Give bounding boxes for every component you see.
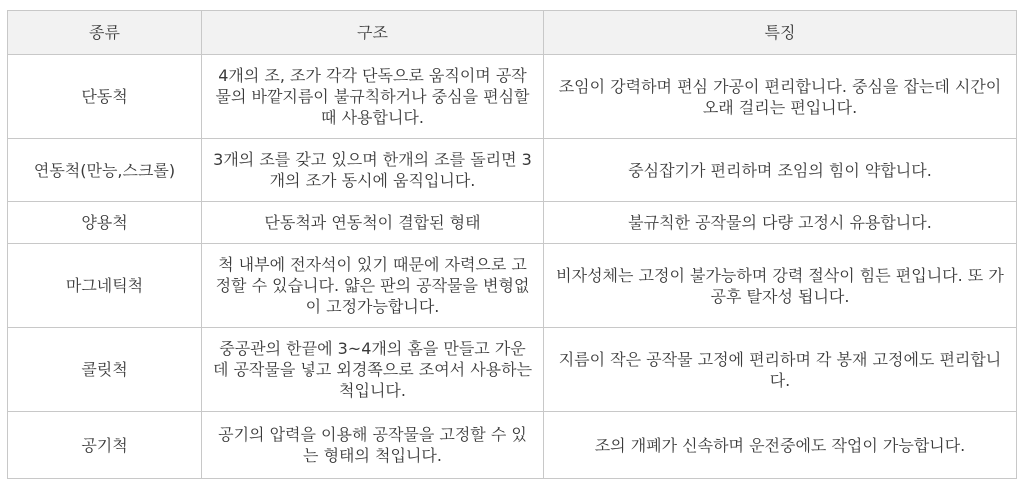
cell-feature: 비자성체는 고정이 불가능하며 강력 절삭이 힘든 편입니다. 또 가공후 탈자성 됩니다.	[544, 244, 1017, 328]
header-structure: 구조	[202, 11, 544, 55]
chuck-comparison-table-container	[7, 10, 1017, 479]
cell-structure: 4개의 조, 조가 각각 단독으로 움직이며 공작물의 바깥지름이 불규칙하거나 중심을 편심할 때 사용합니다.	[202, 55, 544, 139]
cell-structure: 중공관의 한끝에 3~4개의 홈을 만들고 가운데 공작물을 넣고 외경쪽으로 조여서 사용하는 척입니다.	[202, 328, 544, 412]
table-row	[8, 202, 1017, 244]
cell-feature: 중심잡기가 편리하며 조임의 힘이 약합니다.	[544, 139, 1017, 202]
chuck-comparison-table	[7, 10, 1017, 479]
table-header-row	[8, 11, 1017, 55]
table-row	[8, 412, 1017, 479]
cell-structure: 단동척과 연동척이 결합된 형태	[202, 202, 544, 244]
table-row	[8, 139, 1017, 202]
header-type: 종류	[8, 11, 202, 55]
cell-type: 양용척	[8, 202, 202, 244]
cell-type: 단동척	[8, 55, 202, 139]
cell-feature: 불규칙한 공작물의 다량 고정시 유용합니다.	[544, 202, 1017, 244]
cell-structure: 3개의 조를 갖고 있으며 한개의 조를 돌리면 3개의 조가 동시에 움직입니다.	[202, 139, 544, 202]
table-row	[8, 328, 1017, 412]
cell-feature: 지름이 작은 공작물 고정에 편리하며 각 봉재 고정에도 편리합니다.	[544, 328, 1017, 412]
cell-type: 콜릿척	[8, 328, 202, 412]
table-row	[8, 55, 1017, 139]
cell-type: 마그네틱척	[8, 244, 202, 328]
cell-structure: 공기의 압력을 이용해 공작물을 고정할 수 있는 형태의 척입니다.	[202, 412, 544, 479]
cell-type: 연동척(만능,스크롤)	[8, 139, 202, 202]
cell-structure: 척 내부에 전자석이 있기 때문에 자력으로 고정할 수 있습니다. 얇은 판의 공작물을 변형없이 고정가능합니다.	[202, 244, 544, 328]
table-row	[8, 244, 1017, 328]
header-feature: 특징	[544, 11, 1017, 55]
cell-type: 공기척	[8, 412, 202, 479]
cell-feature: 조임이 강력하며 편심 가공이 편리합니다. 중심을 잡는데 시간이 오래 걸리는 편입니다.	[544, 55, 1017, 139]
cell-feature: 조의 개폐가 신속하며 운전중에도 작업이 가능합니다.	[544, 412, 1017, 479]
